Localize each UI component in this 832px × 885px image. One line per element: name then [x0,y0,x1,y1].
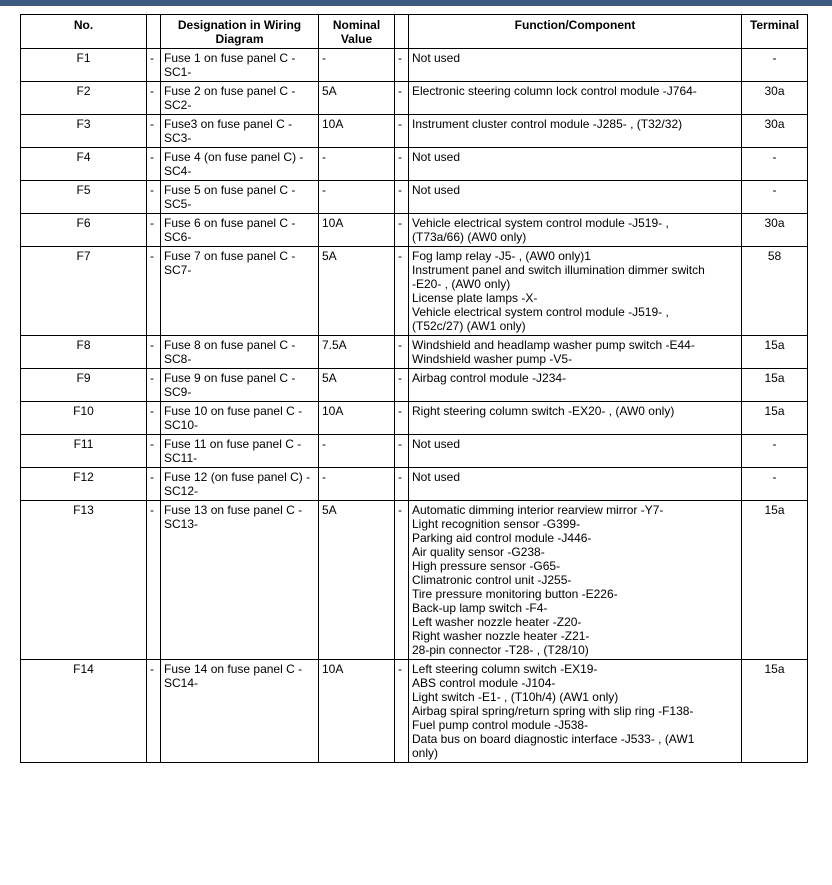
terminal-value: - [742,148,808,181]
function-dash: - [395,660,409,763]
designation-dash: - [147,336,161,369]
table-row [21,336,808,369]
fuse-number: F14 [21,660,147,763]
table-row [21,49,808,82]
fuse-number: F1 [21,49,147,82]
function-line: Airbag control module -J234- [412,371,567,385]
designation-dash: - [147,214,161,247]
nominal-value: 10A [319,402,395,435]
function-dash: - [395,468,409,501]
nominal-value: - [319,49,395,82]
function-line: Vehicle electrical system control module -J519- , [412,305,669,319]
function-component [409,336,742,369]
header-row [21,15,808,49]
table-row [21,148,808,181]
function-line: Automatic dimming interior rearview mirror -Y7- [412,503,664,517]
terminal-value: 15a [742,336,808,369]
function-component [409,247,742,336]
function-component [409,214,742,247]
function-dash: - [395,402,409,435]
table-row [21,501,808,660]
function-line: Back-up lamp switch -F4- [412,601,548,615]
designation-dash: - [147,402,161,435]
fuse-number: F11 [21,435,147,468]
function-line: Windshield and headlamp washer pump switch -E44- [412,338,695,352]
function-line: Tire pressure monitoring button -E226- [412,587,618,601]
nominal-value: 5A [319,247,395,336]
function-dash: - [395,435,409,468]
nominal-value: - [319,468,395,501]
function-line: (T52c/27) (AW1 only) [412,319,526,333]
function-component [409,660,742,763]
designation-dash: - [147,148,161,181]
fuse-designation: Fuse 13 on fuse panel C -SC13- [161,501,319,660]
function-component [409,501,742,660]
designation-dash: - [147,49,161,82]
nominal-value: - [319,181,395,214]
function-line: Climatronic control unit -J255- [412,573,572,587]
fuse-number: F6 [21,214,147,247]
table-row [21,660,808,763]
header-terminal: Terminal [742,15,808,49]
function-line: Not used [412,470,461,484]
designation-dash: - [147,82,161,115]
function-component [409,49,742,82]
function-line: Right steering column switch -EX20- , (AW0 only) [412,404,675,418]
function-line: -E20- , (AW0 only) [412,277,511,291]
function-component [409,369,742,402]
table-row [21,468,808,501]
function-component [409,468,742,501]
fuse-designation: Fuse 4 (on fuse panel C) -SC4- [161,148,319,181]
function-line: Not used [412,51,461,65]
function-line: Electronic steering column lock control module -J764- [412,84,697,98]
fuse-designation: Fuse 10 on fuse panel C -SC10- [161,402,319,435]
function-line: Instrument panel and switch illumination dimmer switch [412,263,705,277]
function-line: License plate lamps -X- [412,291,538,305]
table-row [21,214,808,247]
nominal-value: 7.5A [319,336,395,369]
fuse-number: F12 [21,468,147,501]
header-spacer-2 [395,15,409,49]
designation-dash: - [147,181,161,214]
header-function: Function/Component [409,15,742,49]
fuse-table [20,14,808,763]
nominal-value: 5A [319,369,395,402]
terminal-value: - [742,49,808,82]
nominal-value: 10A [319,214,395,247]
function-line: Left washer nozzle heater -Z20- [412,615,582,629]
table-row [21,181,808,214]
nominal-value: 5A [319,501,395,660]
designation-dash: - [147,501,161,660]
fuse-number: F13 [21,501,147,660]
terminal-value: 15a [742,660,808,763]
fuse-number: F9 [21,369,147,402]
designation-dash: - [147,115,161,148]
function-component [409,82,742,115]
terminal-value: 15a [742,501,808,660]
fuse-number: F3 [21,115,147,148]
terminal-value: - [742,435,808,468]
designation-dash: - [147,468,161,501]
function-line: Left steering column switch -EX19- [412,662,598,676]
fuse-designation: Fuse 11 on fuse panel C -SC11- [161,435,319,468]
function-line: only) [412,746,439,760]
function-component [409,435,742,468]
fuse-designation: Fuse 2 on fuse panel C -SC2- [161,82,319,115]
nominal-value: 5A [319,82,395,115]
function-dash: - [395,214,409,247]
function-dash: - [395,181,409,214]
function-line: High pressure sensor -G65- [412,559,561,573]
fuse-designation: Fuse 5 on fuse panel C -SC5- [161,181,319,214]
fuse-designation: Fuse3 on fuse panel C -SC3- [161,115,319,148]
function-line: Instrument cluster control module -J285- , (T32/32) [412,117,683,131]
function-line: Fuel pump control module -J538- [412,718,589,732]
table-row [21,115,808,148]
fuse-number: F10 [21,402,147,435]
function-line: Windshield washer pump -V5- [412,352,573,366]
fuse-designation: Fuse 7 on fuse panel C -SC7- [161,247,319,336]
fuse-designation: Fuse 8 on fuse panel C -SC8- [161,336,319,369]
function-component [409,181,742,214]
terminal-value: 15a [742,369,808,402]
function-line: Light switch -E1- , (T10h/4) (AW1 only) [412,690,619,704]
function-line: Not used [412,150,461,164]
designation-dash: - [147,369,161,402]
fuse-designation: Fuse 12 (on fuse panel C) -SC12- [161,468,319,501]
function-line: Data bus on board diagnostic interface -J533- , (AW1 [412,732,695,746]
nominal-value: 10A [319,115,395,148]
terminal-value: 30a [742,82,808,115]
top-bar [0,0,832,6]
function-dash: - [395,369,409,402]
terminal-value: 30a [742,115,808,148]
terminal-value: - [742,468,808,501]
function-line: Airbag spiral spring/return spring with slip ring -F138- [412,704,694,718]
fuse-number: F8 [21,336,147,369]
header-designation: Designation in Wiring Diagram [161,15,319,49]
function-line: Not used [412,183,461,197]
terminal-value: - [742,181,808,214]
header-no: No. [21,15,147,49]
function-dash: - [395,115,409,148]
function-component [409,115,742,148]
fuse-designation: Fuse 1 on fuse panel C -SC1- [161,49,319,82]
table-body [21,49,808,763]
terminal-value: 58 [742,247,808,336]
table-row [21,369,808,402]
nominal-value: - [319,148,395,181]
function-dash: - [395,501,409,660]
designation-dash: - [147,247,161,336]
fuse-number: F5 [21,181,147,214]
function-line: ABS control module -J104- [412,676,556,690]
fuse-number: F7 [21,247,147,336]
terminal-value: 15a [742,402,808,435]
function-line: Right washer nozzle heater -Z21- [412,629,590,643]
table-row [21,82,808,115]
function-dash: - [395,247,409,336]
function-line: Fog lamp relay -J5- , (AW0 only)1 [412,249,591,263]
nominal-value: - [319,435,395,468]
fuse-designation: Fuse 6 on fuse panel C -SC6- [161,214,319,247]
function-line: Vehicle electrical system control module -J519- , [412,216,669,230]
designation-dash: - [147,660,161,763]
fuse-designation: Fuse 9 on fuse panel C -SC9- [161,369,319,402]
function-line: Not used [412,437,461,451]
fuse-designation: Fuse 14 on fuse panel C -SC14- [161,660,319,763]
function-line: Air quality sensor -G238- [412,545,545,559]
function-component [409,402,742,435]
function-line: (T73a/66) (AW0 only) [412,230,527,244]
table-row [21,435,808,468]
function-dash: - [395,82,409,115]
designation-dash: - [147,435,161,468]
header-nominal: Nominal Value [319,15,395,49]
terminal-value: 30a [742,214,808,247]
function-dash: - [395,336,409,369]
fuse-number: F2 [21,82,147,115]
function-line: Light recognition sensor -G399- [412,517,581,531]
function-dash: - [395,49,409,82]
fuse-number: F4 [21,148,147,181]
table-row [21,247,808,336]
table-row [21,402,808,435]
nominal-value: 10A [319,660,395,763]
header-spacer-1 [147,15,161,49]
function-component [409,148,742,181]
function-line: 28-pin connector -T28- , (T28/10) [412,643,589,657]
function-line: Parking aid control module -J446- [412,531,592,545]
function-dash: - [395,148,409,181]
